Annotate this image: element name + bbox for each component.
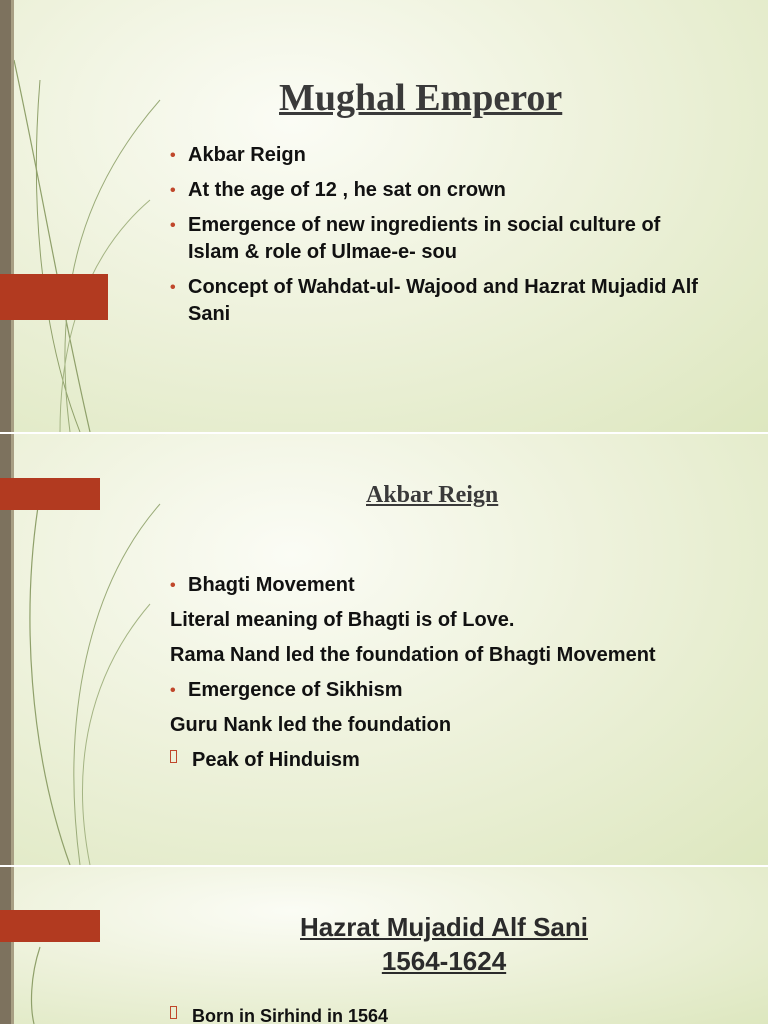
- slide-hazrat-mujadid: [0, 867, 768, 1024]
- accent-tab: [0, 274, 108, 320]
- accent-tab: [0, 478, 100, 510]
- side-bar: [0, 0, 11, 432]
- bullet-box-icon: [170, 1006, 177, 1019]
- bullet-dot-icon: •: [170, 577, 176, 594]
- list-item: • Emergence of new ingredients in social culture of Islam & role of Ulmae-e- sou: [170, 214, 661, 263]
- bullet-dot-icon: •: [170, 279, 176, 296]
- content-list: [170, 1003, 710, 1024]
- side-bar: [0, 867, 11, 1024]
- list-item: Born in Sirhind in 1564: [170, 1003, 710, 1024]
- list-item: • Concept of Wahdat-ul- Wajood and Hazrat Mujadid Alf Sani: [170, 276, 698, 325]
- slide-mughal-emperor: [0, 0, 768, 432]
- title-line: Hazrat Mujadid Alf Sani: [300, 912, 588, 942]
- slide-akbar-reign: [0, 434, 768, 865]
- bullet-dot-icon: •: [170, 682, 176, 699]
- bullet-dot-icon: •: [170, 147, 176, 164]
- slide-title: [244, 910, 644, 978]
- list-item: Peak of Hinduism: [170, 747, 710, 774]
- title-line: 1564-1624: [381, 946, 507, 976]
- bullet-list: [170, 142, 710, 336]
- content-list: [170, 572, 710, 782]
- list-item: • At the age of 12 , he sat on crown: [170, 177, 710, 204]
- paragraph: Guru Nank led the foundation: [170, 714, 452, 736]
- decorative-swirl: [0, 867, 200, 1024]
- list-item: • Akbar Reign: [170, 142, 710, 169]
- bullet-dot-icon: •: [170, 217, 176, 234]
- slide-title: Mughal Emperor: [279, 77, 563, 119]
- accent-tab: [0, 910, 100, 942]
- list-item: • Emergence of Sikhism: [170, 677, 710, 704]
- slide-title: Akbar Reign: [366, 482, 499, 508]
- paragraph: Rama Nand led the foundation of Bhagti Movement: [170, 644, 656, 666]
- bullet-dot-icon: •: [170, 182, 176, 199]
- list-item: • Bhagti Movement: [170, 572, 710, 599]
- paragraph: Literal meaning of Bhagti is of Love.: [170, 609, 515, 631]
- bullet-box-icon: [170, 750, 177, 763]
